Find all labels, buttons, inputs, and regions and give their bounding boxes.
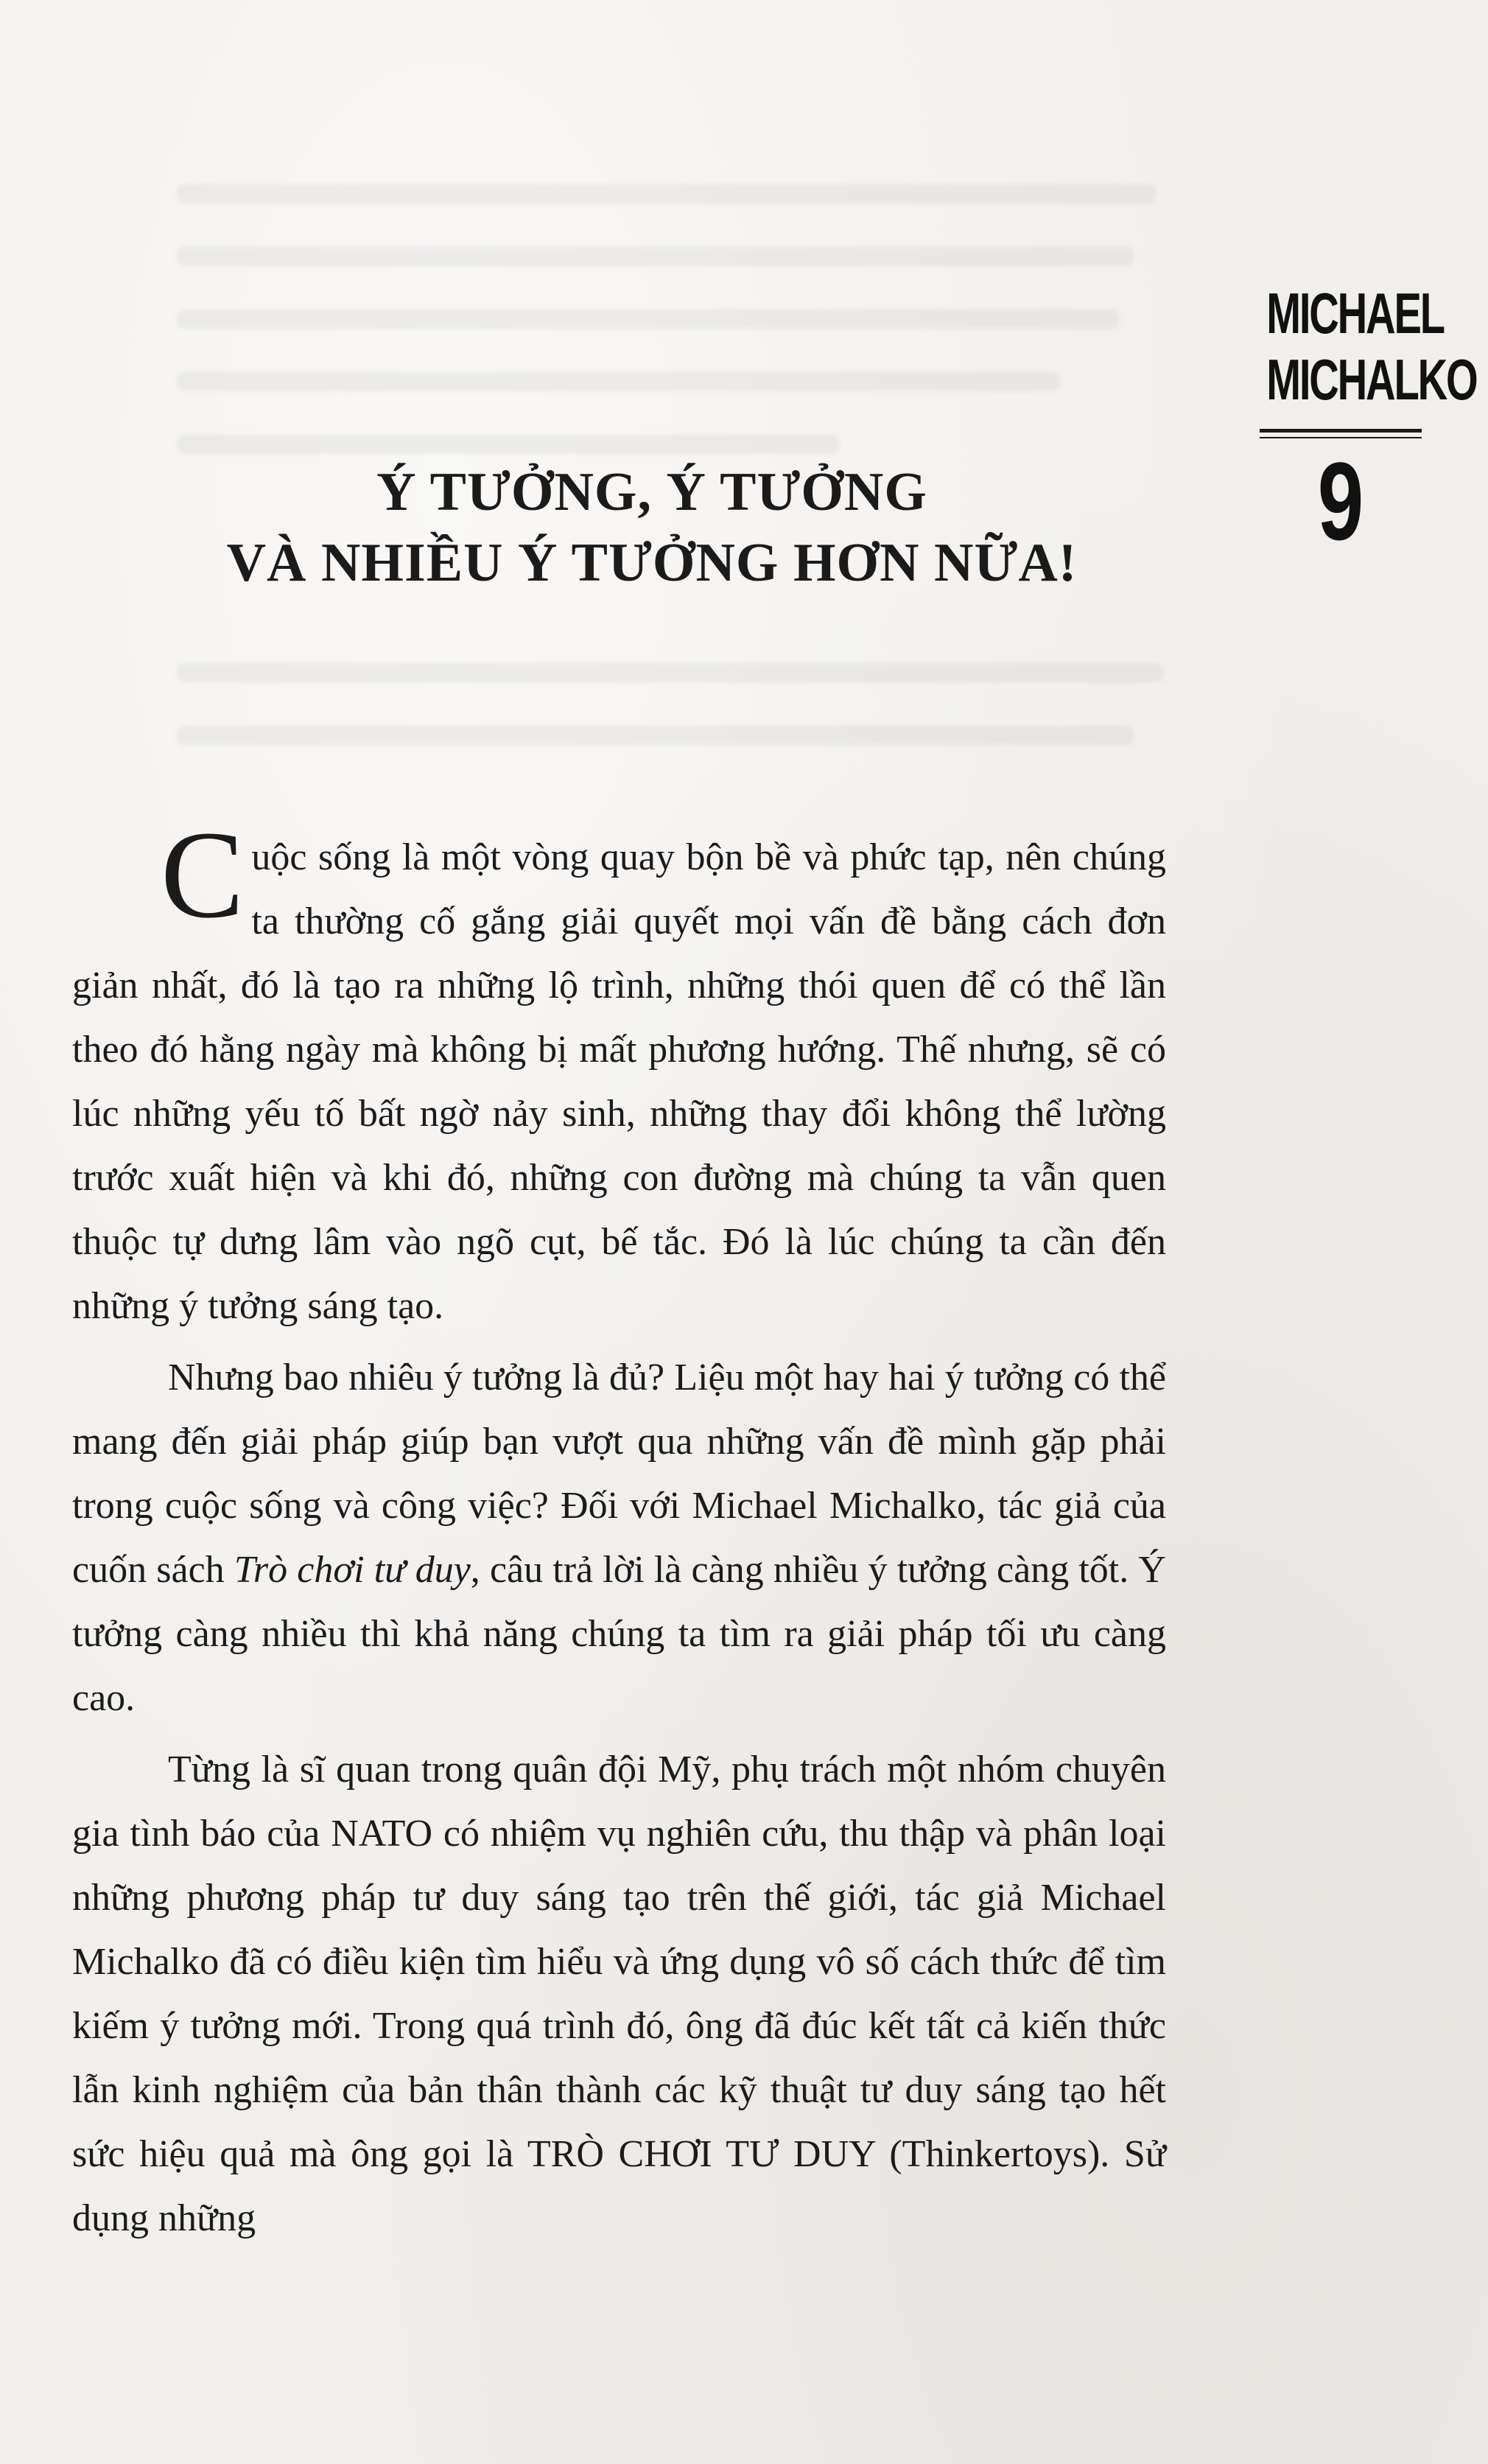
tab-divider [1260, 429, 1422, 438]
paragraph-3-text: Từng là sĩ quan trong quân đội Mỹ, phụ trách một nhóm chuyên gia tình báo của NATO có nhiệm vụ nghiên cứu, thu thập và phân loại những phương pháp tư duy sáng tạo trên thế giới, tác giả Michael Michalko đã có điều kiện tìm hiểu và ứng dụng vô số cách thức để tìm kiếm ý tưởng mới. Trong quá trình đó, ông đã đúc kết tất cả kiến thức lẫn kinh nghiệm của bản thân thành các kỹ thuật tư duy sáng tạo hết sức hiệu quả mà ông gọi là TRÒ CHƠI TƯ DUY (Thinkertoys). Sử dụng những [72, 1749, 1166, 2239]
body-text [72, 805, 1166, 2258]
chapter-side-tab [1238, 280, 1477, 563]
paragraph-2 [72, 1345, 1166, 1730]
bleed-through-line [177, 726, 1134, 745]
paragraph-2-text-after: , câu trả lời là càng nhiều ý tưởng càng tốt. Ý tưởng càng nhiều thì khả năng chúng ta tìm ra giải pháp tối ưu càng cao. [72, 1549, 1166, 1719]
bleed-through-line [177, 184, 1157, 203]
bleed-through-line [177, 435, 840, 454]
chapter-title-line2: VÀ NHIỀU Ý TƯỞNG HƠN NỮA! [226, 533, 1078, 593]
book-title-italic: Trò chơi tư duy [234, 1549, 471, 1591]
bleed-through-line [177, 309, 1120, 329]
paragraph-3 [72, 1737, 1166, 2250]
bleed-through-line [177, 372, 1061, 391]
chapter-title [147, 457, 1157, 598]
chapter-number: 9 [1317, 439, 1364, 563]
paragraph-1-text: uộc sống là một vòng quay bộn bề và phức tạp, nên chúng ta thường cố gắng giải quyết mọi vấn đề bằng cách đơn giản nhất, đó là tạo ra những lộ trình, những thói quen để có thể lần theo đó hằng ngày mà không bị mất phương hướng. Thế nhưng, sẽ có lúc những yếu tố bất ngờ nảy sinh, những thay đổi không thể lường trước xuất hiện và khi đó, những con đường mà chúng ta vẫn quen thuộc tự dưng lâm vào ngõ cụt, bế tắc. Đó là lúc chúng ta cần đến những ý tưởng sáng tạo. [72, 836, 1166, 1327]
bleed-through-line [177, 663, 1164, 682]
author-name-line2: MICHALKO [1266, 347, 1477, 412]
bleed-through-line [177, 247, 1134, 266]
paragraph-2-text-before: Nhưng bao nhiêu ý tưởng là đủ? Liệu một hay hai ý tưởng có thể mang đến giải pháp giúp bạn vượt qua những vấn đề mình gặp phải trong cuộc sống và công việc? Đối với Michael Michalko, tác giả của cuốn sách [72, 1357, 1166, 1591]
chapter-title-line1: Ý TƯỞNG, Ý TƯỞNG [376, 462, 927, 522]
author-name-line1: MICHAEL [1266, 281, 1444, 346]
drop-cap: C [161, 805, 245, 944]
paragraph-1 [72, 805, 1166, 1338]
